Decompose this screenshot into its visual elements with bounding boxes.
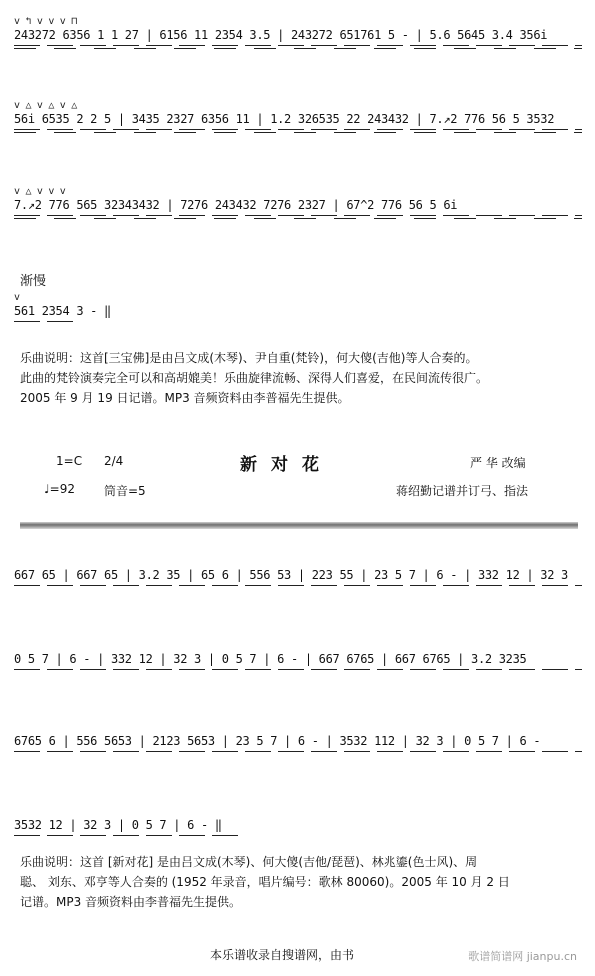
score-row-final [14, 292, 134, 328]
beat-underline-double [14, 132, 582, 133]
beat-underline [14, 321, 74, 322]
description-line: 此曲的梵铃演奏完全可以和高胡媲美！乐曲旋律流畅、深得人们喜爱，在民间流传很广。 [20, 371, 489, 385]
piece-title: 新对花 [240, 455, 333, 475]
jianpu-line: 667 65 | 667 65 | 3.2 35 | 65 6 | 556 53 | 223 55 | 23 5 7 | 6 - | 332 12 | 32 3 [14, 568, 568, 582]
score-row-5 [14, 640, 582, 676]
site-watermark: 歌谱简谱网 jianpu.cn [468, 950, 577, 963]
score-row-1 [14, 16, 582, 52]
beat-underline-double [14, 218, 582, 219]
articulation-marks: v ↰ v v v ⊓ [14, 16, 77, 27]
jianpu-line: 243272 6356 1 1 27 | 6156 11 2354 3.5 | 243272 651761 5 - | 5.6 5645 3.4 356i [14, 28, 548, 42]
jianpu-line: 7.↗2 776 565 32343432 | 7276 243432 7276 2327 | 67^2 776 56 5 6i [14, 198, 458, 212]
score-row-4 [14, 556, 582, 592]
open-string-pitch: 筒音=5 [104, 484, 146, 498]
notation-credit: 蒋绍勤记谱并订弓、指法 [396, 484, 529, 498]
jianpu-line: 6765 6 | 556 5653 | 2123 5653 | 23 5 7 | 6 - | 3532 112 | 32 3 | 0 5 7 | 6 - [14, 734, 541, 748]
piece-description [20, 852, 580, 912]
description-line: 聪、 刘东、邓亨等人合奏的 (1952 年录音，唱片编号：歌林 80060)。2005 年 10 月 2 日 [20, 875, 510, 889]
tempo-marking: 渐慢 [20, 274, 47, 289]
beat-underline [14, 835, 244, 836]
beat-underline [14, 669, 582, 670]
articulation-marks: v △ v △ v △ [14, 100, 77, 111]
description-line: 2005 年 9 月 19 日记谱。MP3 音频资料由李普福先生提供。 [20, 391, 350, 405]
tempo-indication: ♩=92 [44, 482, 75, 496]
jianpu-line: 56i 6535 2 2 5 | 3435 2327 6356 11 | 1.2 326535 22 243432 | 7.↗2 776 56 5 3532 [14, 112, 555, 126]
description-line: 乐曲说明：这首[三宝佛]是由吕文成(木琴)、尹自重(梵铃)，何大傻(吉他)等人合奏的。 [20, 351, 478, 365]
time-signature: 2/4 [104, 454, 124, 468]
jianpu-line: 0 5 7 | 6 - | 332 12 | 32 3 | 0 5 7 | 6 - | 667 6765 | 667 6765 | 3.2 3235 [14, 652, 527, 666]
description-line: 乐曲说明：这首 [新对花] 是由吕文成(木琴)、何大傻(吉他/琵琶)、林兆鎏(色士风)、周 [20, 855, 478, 869]
source-footer: 本乐谱收录自搜谱网，由书 [210, 948, 355, 962]
key-signature: 1=C [56, 454, 83, 468]
arranger-credit: 严 华 改编 [470, 456, 526, 470]
description-line: 记谱。MP3 音频资料由李普福先生提供。 [20, 895, 242, 909]
score-row-3 [14, 186, 582, 222]
jianpu-line: 561 2354 3 - ‖ [14, 304, 111, 318]
score-row-6 [14, 722, 582, 758]
beat-underline [14, 215, 582, 216]
header-divider [20, 522, 578, 529]
jianpu-line: 3532 12 | 32 3 | 0 5 7 | 6 - ‖ [14, 818, 222, 832]
beat-underline [14, 585, 582, 586]
score-row-2 [14, 100, 582, 136]
beat-underline [14, 751, 582, 752]
beat-underline [14, 129, 582, 130]
articulation-marks: v △ v v v [14, 186, 66, 197]
articulation-marks: v [14, 292, 20, 303]
beat-underline-double [14, 48, 582, 49]
score-row-7 [14, 806, 244, 842]
piece-description [20, 348, 580, 408]
beat-underline [14, 45, 582, 46]
